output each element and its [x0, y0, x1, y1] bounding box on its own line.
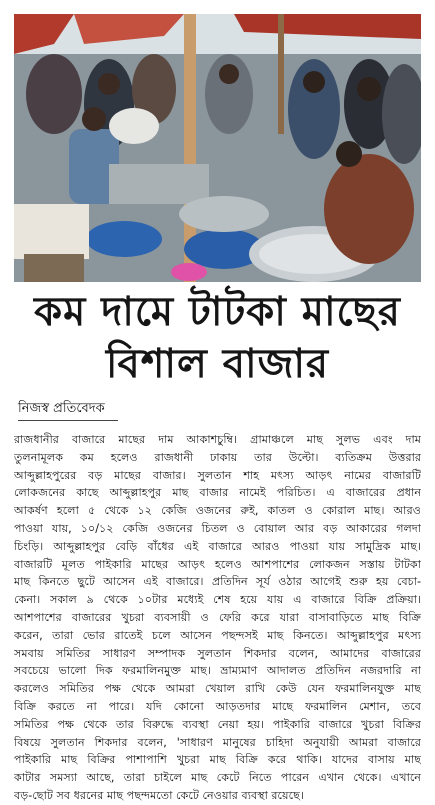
body-line: কেনা। সকাল ৯ থেকে ১০টার মধ্যেই শেষ হয়ে যায় এ বাজারে বিক্রি প্রক্রিয়া। [14, 593, 421, 607]
body-line: পাইকারি মাছ বিক্রির পাশাপাশি খুচরা মাছ বিক্রি করে থাকি। যাদের বাসায় মাছ [14, 753, 421, 767]
body-line: বড়-ছোট সব ধরনের মাছ পছন্দমতো কেটে নেওয়ার ব্যবস্থা রয়েছে। [14, 788, 304, 802]
body-line: বিক্রি করতে না পারে। যদি কোনো আড়তদার মাছে ফরমালিন মেশান, তবে [14, 699, 421, 713]
byline-underline [18, 420, 118, 421]
headline-line-1: কম দামে টাটকা মাছের [34, 288, 401, 335]
body-line: পাওয়া যায়, ১০/১২ কেজি ওজনের চিতল ও বোয়াল আর বড় আকারের গলদা [14, 521, 421, 535]
body-line: করেন, তারা ভোর রাতেই চলে আসেন পছন্দসই মাছ কিনতে। আব্দুল্লাহপুর মৎস্য [14, 628, 421, 642]
fish-market-illustration [14, 14, 421, 282]
body-line: চিংড়ি। আব্দুল্লাহপুর বেড়ি বাঁধের এই বাজারে আরও পাওয়া যায় সামুদ্রিক মাছ। [14, 539, 421, 553]
headline [14, 286, 421, 390]
body-line: রাজধানীর বাজারে মাছের দাম আকাশচুম্বি। গ্রামাঞ্চলে মাছ সুলভ এবং দাম [14, 433, 421, 446]
body-line: আব্দুল্লাহপুরের বড় মাছের বাজার। সুলতান শাহ মৎস্য আড়ৎ নামের বাজারটি [14, 468, 421, 482]
headline-line-2: বিশাল বাজার [106, 340, 329, 387]
body-line: আকর্ষণ হলো ৫ থেকে ১২ কেজি ওজনের রুই, কাতল ও কোরাল মাছ। আরও [14, 504, 421, 518]
body-line: তুলনামূলক কম হলেও রাজধানী ঢাকায় তার উল্টো। ব্যতিক্রম উত্তরার [14, 450, 421, 464]
byline: নিজস্ব প্রতিবেদক [18, 401, 105, 416]
article-body [14, 431, 421, 805]
body-line: সমবায় সমিতির সাধারণ সম্পাদক সুলতান শিকদার বলেন, আমাদের বাজারের [14, 646, 421, 660]
body-line: করলেও সমিতির পক্ষ থেকে আমরা খেয়াল রাখি কেউ যেন ফরমালিনযুক্ত মাছ [14, 682, 421, 696]
body-line: বিষয়ে সুলতান শিকদার বলেন, 'সাধারণ মানুষের চাহিদা অনুযায়ী আমরা বাজারে [14, 735, 421, 749]
body-line: কাটার সমস্যা আছে, তারা চাইলে মাছ কেটে নিতে পারেন এখান থেকে। এখানে [14, 771, 421, 785]
body-line: সমিতির পক্ষ থেকে তার বিরুদ্ধে ব্যবস্থা নেয়া হয়। পাইকারি বাজারে খুচরা বিক্রির [14, 717, 421, 731]
body-line: সবচেয়ে ভালো দিক ফরমালিনমুক্ত মাছ। ভ্রাম্যমাণ আদালত প্রতিদিন নজরদারি না [14, 664, 421, 678]
body-line: বাজারটি মূলত পাইকারি মাছের আড়ৎ হলেও আশপাশের লোকজন সস্তায় টাটকা [14, 557, 421, 571]
body-line: লোকজনের কাছে আব্দুল্লাহপুর মাছ বাজার নামেই পরিচিত। এ বাজারের প্রধান [14, 486, 421, 500]
fish-market-photo [14, 14, 421, 282]
body-line: আশপাশের বাজারের খুচরা ব্যবসায়ী ও ফেরি করে যারা বাসাবাড়িতে মাছ বিক্রি [14, 610, 421, 624]
body-line: মাছ কিনতে ছুটে আসেন এই বাজারে। প্রতিদিন সূর্য ওঠার আগেই শুরু হয় বেচা- [14, 575, 421, 589]
